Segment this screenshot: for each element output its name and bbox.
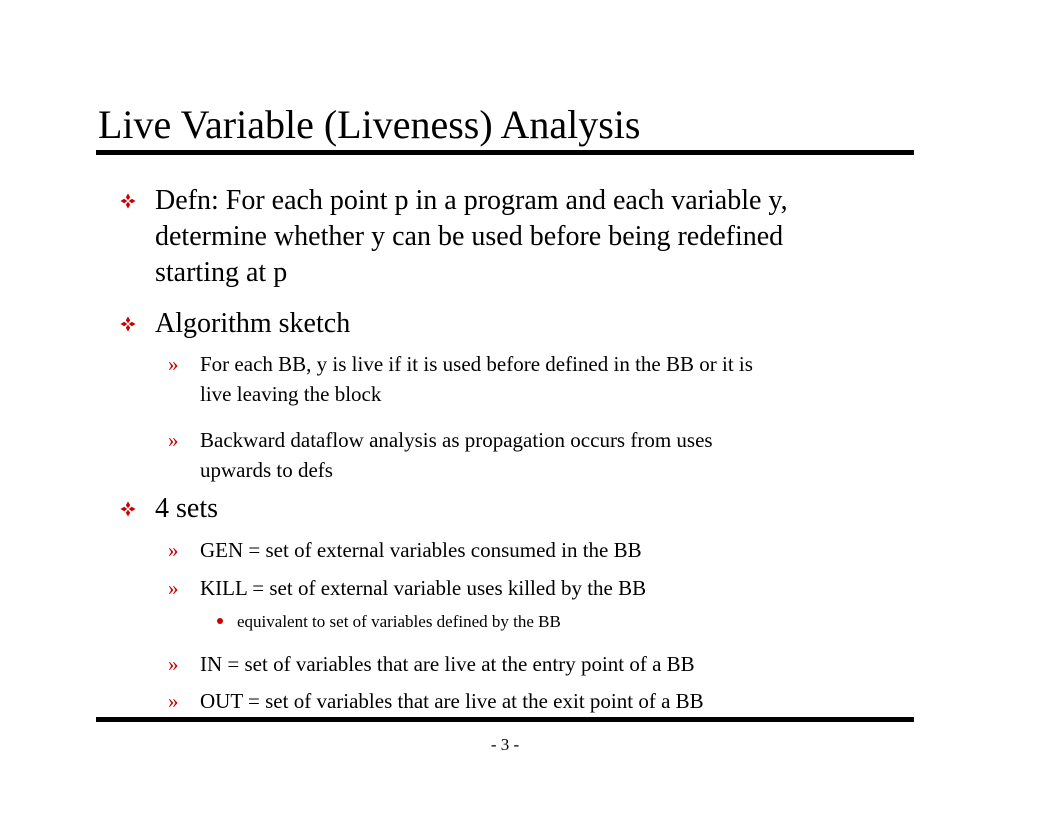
sub-bullet-text-line: live leaving the block — [200, 382, 382, 406]
sub-bullet-gen: GEN = set of external variables consumed in the BB — [200, 538, 642, 562]
diamond-bullet-icon — [120, 193, 136, 209]
raquo-bullet-icon: » — [168, 428, 179, 452]
raquo-bullet-icon: » — [168, 652, 179, 676]
sub-bullet-text-line: Backward dataflow analysis as propagation occurs from uses — [200, 428, 713, 452]
sub-bullet-text-line: For each BB, y is live if it is used before defined in the BB or it is — [200, 352, 753, 376]
diamond-bullet-icon — [120, 316, 136, 332]
raquo-bullet-icon: » — [168, 576, 179, 600]
bullet-definition — [155, 183, 905, 291]
title-underline — [96, 150, 914, 155]
sub-sub-bullet-equivalent: equivalent to set of variables defined by the BB — [237, 612, 561, 631]
sub-bullet-out: OUT = set of variables that are live at the exit point of a BB — [200, 689, 704, 713]
bullet-text-line: Defn: For each point p in a program and each variable y, — [155, 185, 788, 216]
dot-bullet-icon — [217, 618, 223, 624]
slide-title: Live Variable (Liveness) Analysis — [98, 102, 641, 147]
bullet-four-sets: 4 sets — [155, 493, 218, 524]
sub-bullet-in: IN = set of variables that are live at the entry point of a BB — [200, 652, 695, 676]
page-number: - 3 - — [490, 735, 520, 754]
bullet-text-line: determine whether y can be used before being redefined — [155, 221, 784, 252]
sub-bullet-backward-dataflow — [200, 425, 910, 485]
raquo-bullet-icon: » — [168, 352, 179, 376]
raquo-bullet-icon: » — [168, 689, 179, 713]
bullet-algorithm-sketch: Algorithm sketch — [155, 308, 351, 339]
bullet-text-line: starting at p — [155, 257, 288, 288]
footer-rule — [96, 717, 914, 722]
sub-bullet-per-bb — [200, 349, 910, 409]
sub-bullet-kill: KILL = set of external variable uses killed by the BB — [200, 576, 647, 600]
diamond-bullet-icon — [120, 501, 136, 517]
sub-bullet-text-line: upwards to defs — [200, 458, 333, 482]
raquo-bullet-icon: » — [168, 538, 179, 562]
